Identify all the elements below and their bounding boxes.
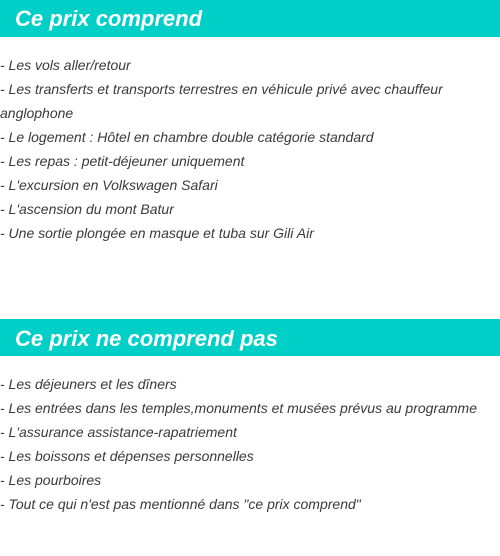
excluded-item-autres: - Tout ce qui n'est pas mentionné dans "ce prix comprend" xyxy=(0,496,361,512)
included-section xyxy=(0,0,500,245)
included-list xyxy=(0,53,500,245)
excluded-heading: Ce prix ne comprend pas xyxy=(0,319,500,356)
excluded-item-assurance: - L'assurance assistance-rapatriement xyxy=(0,424,237,440)
excluded-item-entrees: - Les entrées dans les temples,monuments et musées prévus au programme xyxy=(0,400,478,416)
included-item-repas: - Les repas : petit-déjeuner uniquement xyxy=(0,153,245,169)
included-item-ascension: - L'ascension du mont Batur xyxy=(0,201,174,217)
included-item-plongee: - Une sortie plongée en masque et tuba sur Gili Air xyxy=(0,225,314,241)
included-item-transferts: - Les transferts et transports terrestres en véhicule privé avec chauffeur anglophone xyxy=(0,81,443,121)
included-item-logement: - Le logement : Hôtel en chambre double catégorie standard xyxy=(0,129,374,145)
excluded-item-pourboires: - Les pourboires xyxy=(0,472,102,488)
included-item-vols: - Les vols aller/retour xyxy=(0,57,131,73)
excluded-section xyxy=(0,319,500,516)
included-heading: Ce prix comprend xyxy=(0,0,500,37)
included-item-excursion: - L'excursion en Volkswagen Safari xyxy=(0,177,218,193)
excluded-item-dejeuners: - Les déjeuners et les dîners xyxy=(0,376,177,392)
excluded-list xyxy=(0,372,500,516)
excluded-item-boissons: - Les boissons et dépenses personnelles xyxy=(0,448,254,464)
